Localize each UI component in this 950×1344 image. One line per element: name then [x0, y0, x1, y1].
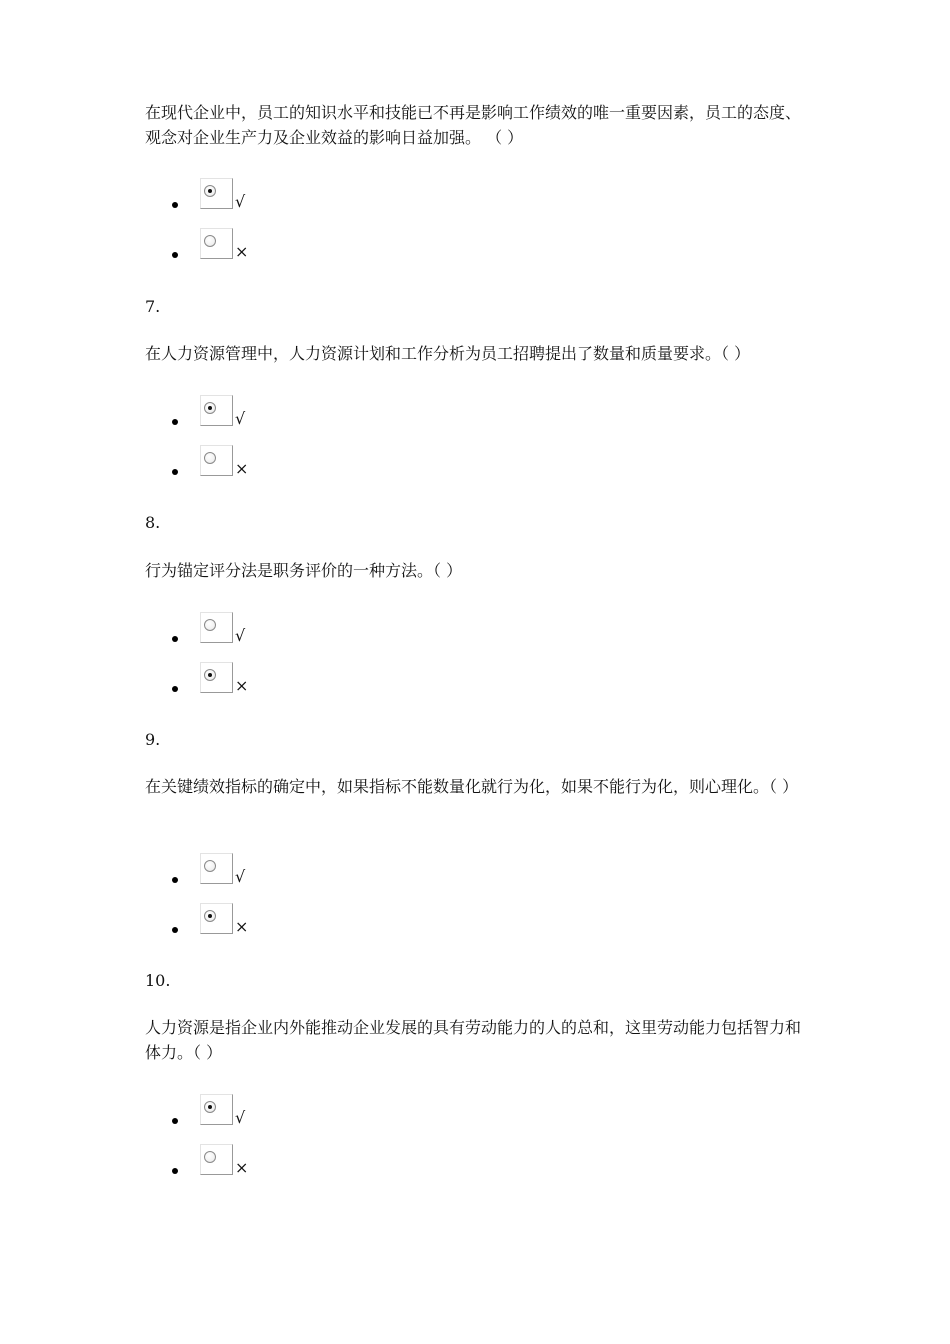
- question-8-number: 8.: [145, 513, 161, 532]
- radio-frame: [200, 228, 233, 259]
- radio-button[interactable]: [204, 235, 216, 247]
- question-7-option-true[interactable]: [172, 395, 292, 429]
- radio-selected-dot-icon: [208, 1105, 212, 1109]
- question-7-option-false[interactable]: [172, 445, 292, 479]
- radio-button[interactable]: [204, 1151, 216, 1163]
- question-9-number: 9.: [145, 730, 161, 749]
- option-label: ×: [235, 676, 249, 695]
- question-9-text: 在关键绩效指标的确定中，如果指标不能数量化就行为化，如果不能行为化，则心理化。（ ）: [145, 777, 799, 796]
- option-label: √: [235, 867, 246, 886]
- radio-frame: [200, 662, 233, 693]
- option-label: √: [235, 409, 246, 428]
- radio-selected-dot-icon: [208, 189, 212, 193]
- radio-selected-dot-icon: [208, 406, 212, 410]
- question-8-text: 行为锚定评分法是职务评价的一种方法。（ ）: [145, 561, 463, 580]
- radio-button[interactable]: [204, 402, 216, 414]
- radio-button[interactable]: [204, 619, 216, 631]
- question-10-number: 10.: [145, 971, 171, 990]
- bullet-icon: [172, 1168, 178, 1174]
- bullet-icon: [172, 877, 178, 883]
- bullet-icon: [172, 927, 178, 933]
- radio-selected-dot-icon: [208, 673, 212, 677]
- radio-button[interactable]: [204, 860, 216, 872]
- radio-button[interactable]: [204, 910, 216, 922]
- question-7-text: 在人力资源管理中，人力资源计划和工作分析为员工招聘提出了数量和质量要求。（ ）: [145, 344, 751, 363]
- bullet-icon: [172, 469, 178, 475]
- question-9-option-false[interactable]: [172, 903, 292, 937]
- question-10-option-false[interactable]: [172, 1144, 292, 1178]
- option-label: √: [235, 192, 246, 211]
- option-label: ×: [235, 459, 249, 478]
- radio-frame: [200, 178, 233, 209]
- radio-button[interactable]: [204, 669, 216, 681]
- radio-frame: [200, 903, 233, 934]
- bullet-icon: [172, 1118, 178, 1124]
- option-label: ×: [235, 917, 249, 936]
- option-label: ×: [235, 242, 249, 261]
- bullet-icon: [172, 252, 178, 258]
- radio-button[interactable]: [204, 1101, 216, 1113]
- question-7-number: 7.: [145, 297, 161, 316]
- radio-frame: [200, 612, 233, 643]
- radio-button[interactable]: [204, 185, 216, 197]
- radio-frame: [200, 395, 233, 426]
- option-label: √: [235, 1108, 246, 1127]
- radio-frame: [200, 853, 233, 884]
- option-label: √: [235, 626, 246, 645]
- question-10-option-true[interactable]: [172, 1094, 292, 1128]
- radio-button[interactable]: [204, 452, 216, 464]
- radio-frame: [200, 1144, 233, 1175]
- bullet-icon: [172, 419, 178, 425]
- question-6-option-false[interactable]: [172, 228, 292, 262]
- bullet-icon: [172, 202, 178, 208]
- question-6-text: 在现代企业中，员工的知识水平和技能已不再是影响工作绩效的唯一重要因素，员工的态度、观念对企业生产力及企业效益的影响日益加强。 （ ）: [145, 103, 802, 147]
- question-8-option-false[interactable]: [172, 662, 292, 696]
- question-6-option-true[interactable]: [172, 178, 292, 212]
- bullet-icon: [172, 686, 178, 692]
- option-label: ×: [235, 1158, 249, 1177]
- radio-frame: [200, 445, 233, 476]
- question-8-option-true[interactable]: [172, 612, 292, 646]
- bullet-icon: [172, 636, 178, 642]
- question-10-text: 人力资源是指企业内外能推动企业发展的具有劳动能力的人的总和，这里劳动能力包括智力和体力。（ ）: [145, 1018, 802, 1062]
- radio-selected-dot-icon: [208, 914, 212, 918]
- question-9-option-true[interactable]: [172, 853, 292, 887]
- radio-frame: [200, 1094, 233, 1125]
